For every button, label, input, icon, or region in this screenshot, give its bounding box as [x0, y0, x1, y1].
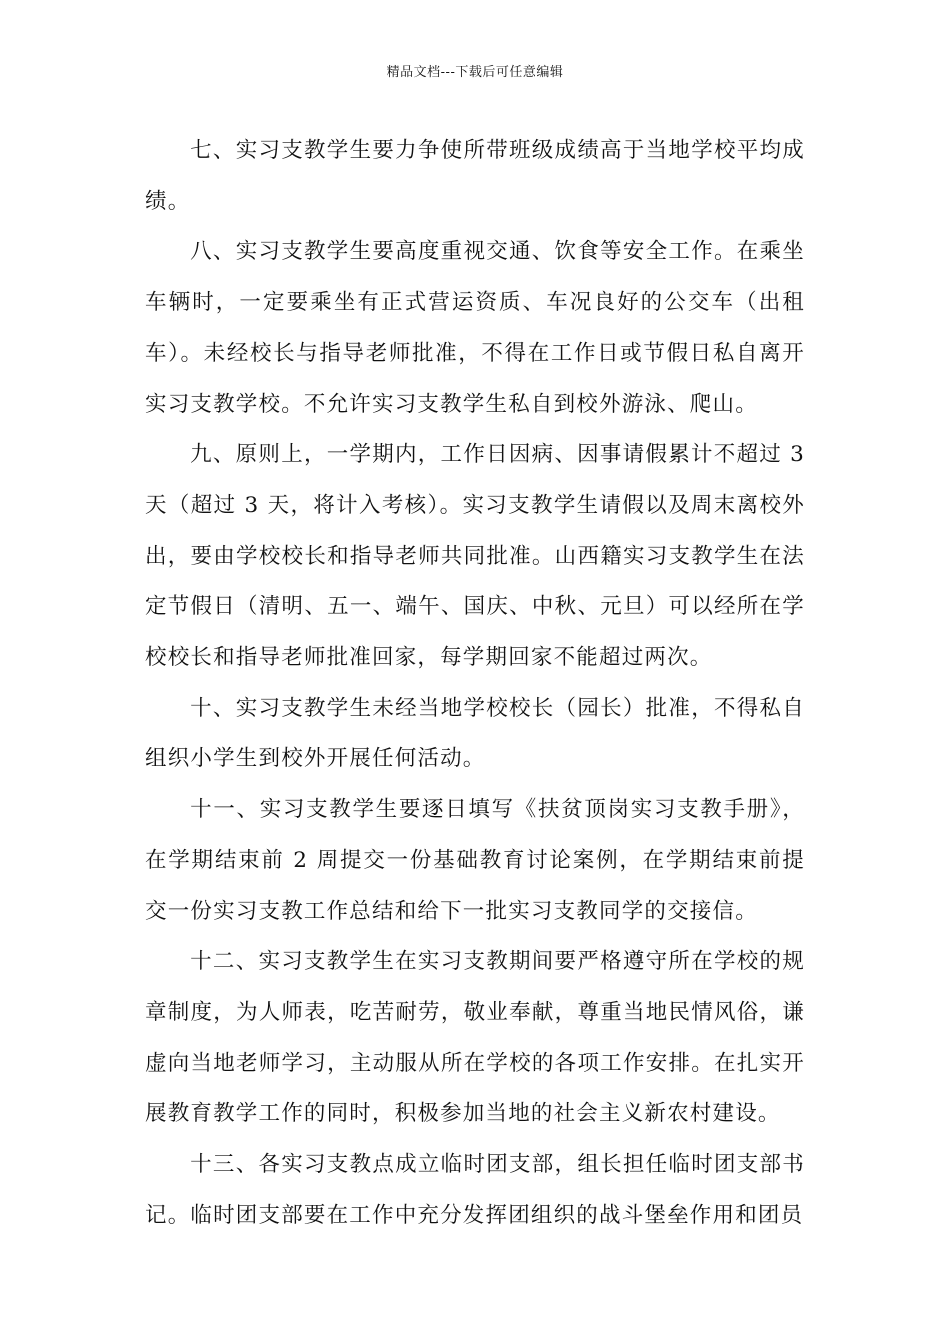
paragraph-article-7: 七、实习支教学生要力争使所带班级成绩高于当地学校平均成绩。 — [145, 138, 805, 214]
paragraph-article-9: 九、原则上，一学期内，工作日因病、因事请假累计不超过 3 天（超过 3 天，将计入考核）。实习支教学生请假以及周末离校外出，要由学校校长和指导老师共同批准。山西籍实习支教学生在法定节假日（清明、五一、端午、国庆、中秋、元旦）可以经所在学校校长和指导老师批准回家，每学期回家不能超过两次。 — [145, 442, 805, 671]
paragraph-article-12: 十二、实习支教学生在实习支教期间要严格遵守所在学校的规章制度，为人师表，吃苦耐劳，敬业奉献，尊重当地民情风俗，谦虚向当地老师学习，主动服从所在学校的各项工作安排。在扎实开展教育教学工作的同时，积极参加当地的社会主义新农村建设。 — [145, 949, 805, 1127]
paragraph-article-11: 十一、实习支教学生要逐日填写《扶贫顶岗实习支教手册》，在学期结束前 2 周提交一份基础教育讨论案例，在学期结束前提交一份实习支教工作总结和给下一批实习支教同学的交接信。 — [145, 797, 805, 924]
paragraph-article-10: 十、实习支教学生未经当地学校校长（园长）批准，不得私自组织小学生到校外开展任何活动。 — [145, 695, 805, 772]
paragraph-article-8: 八、实习支教学生要高度重视交通、饮食等安全工作。在乘坐车辆时，一定要乘坐有正式营运资质、车况良好的公交车（出租车）。未经校长与指导老师批准，不得在工作日或节假日私自离开实习支教学校。不允许实习支教学生私自到校外游泳、爬山。 — [145, 239, 805, 417]
document-body — [145, 126, 805, 1241]
page-header: 精品文档---下载后可任意编辑 — [386, 65, 564, 80]
paragraph-article-13: 十三、各实习支教点成立临时团支部，组长担任临时团支部书记。临时团支部要在工作中充分发挥团组织的战斗堡垒作用和团员 — [145, 1152, 805, 1228]
